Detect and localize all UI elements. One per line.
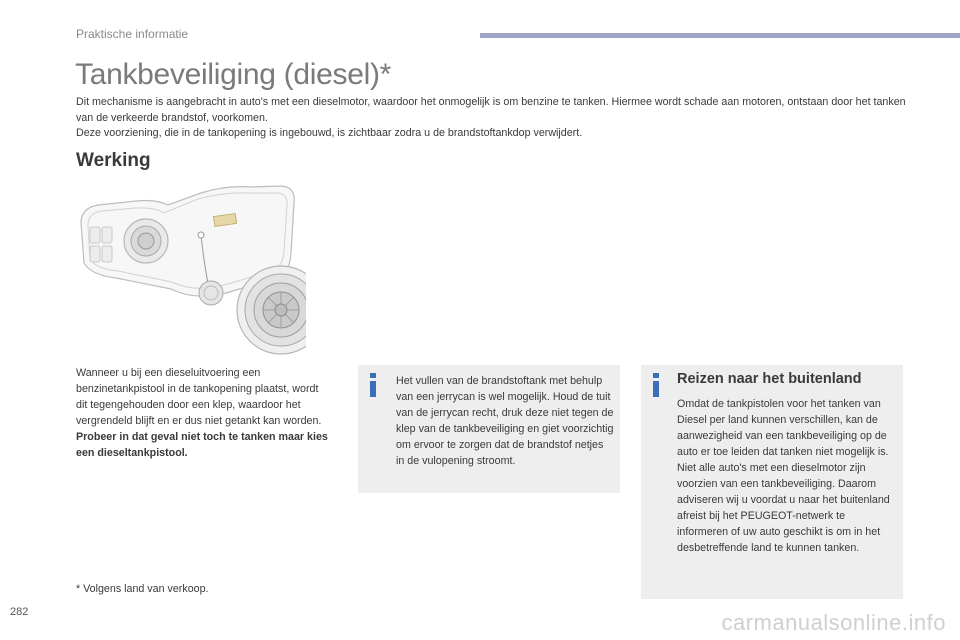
info-icon [368,373,378,397]
note-box-jerrycan [358,365,620,493]
werking-body [76,365,331,461]
fuel-filler-illustration-svg [76,183,306,358]
intro-paragraph: Dit mechanisme is aangebracht in auto's met een dieselmotor, waardoor het onmogelijk is om benzine te tanken. Hiermee wordt schade aan motoren, ontstaan door het tanken van de verkeerde brandstof, voorkomen. [76,96,906,124]
note-box-abroad [641,365,903,599]
page-title: Tankbeveiliging (diesel)* [75,58,392,91]
note-paragraph: Niet alle auto's met een dieselmotor zijn voorzien van een tankbeveiliging. Daarom adviseren wij u voordat u naar het buitenland afreist bij het PEUGEOT-netwerk te informeren of uw auto geschikt is om in het desbetreffende land te kunnen tanken. [677,462,890,554]
header-bar [480,33,960,38]
footnote: * Volgens land van verkoop. [76,583,209,595]
intro-text [76,95,906,142]
fuel-filler-illustration [76,183,306,358]
note-text: Het vullen van de brandstoftank met behulp van een jerrycan is wel mogelijk. Houd de tuit van de jerrycan recht, druk deze niet tegen de klep van de tankbeveiliging en giet voorzichtig om ervoor te zorgen dat de brandstof netjes in de vulopening stroomt. [396,375,614,467]
info-icon [651,373,661,397]
page-number: 282 [10,606,29,618]
section-label: Praktische informatie [76,27,189,41]
werking-warning: Probeer in dat geval niet toch te tanken maar kies een dieseltankpistool. [76,431,328,459]
note-text [677,396,899,556]
intro-paragraph: Deze voorziening, die in de tankopening is ingebouwd, is zichtbaar zodra u de brandstoftankdop verwijdert. [76,127,583,140]
werking-paragraph: Wanneer u bij een dieseluitvoering een benzinetankpistool in de tankopening plaatst, wordt dit tegengehouden door een klep, waardoor het vergrendeld blijft en er dus niet getankt kan worden. [76,367,322,427]
section-title-werking: Werking [76,150,151,171]
note-paragraph: Omdat de tankpistolen voor het tanken van Diesel per land kunnen verschillen, kan de aanwezigheid van een tankbeveiliging op de auto er toe leiden dat tanken niet mogelijk is. [677,398,889,458]
note-heading: Reizen naar het buitenland [677,371,862,387]
watermark: carmanualsonline.info [721,610,946,635]
